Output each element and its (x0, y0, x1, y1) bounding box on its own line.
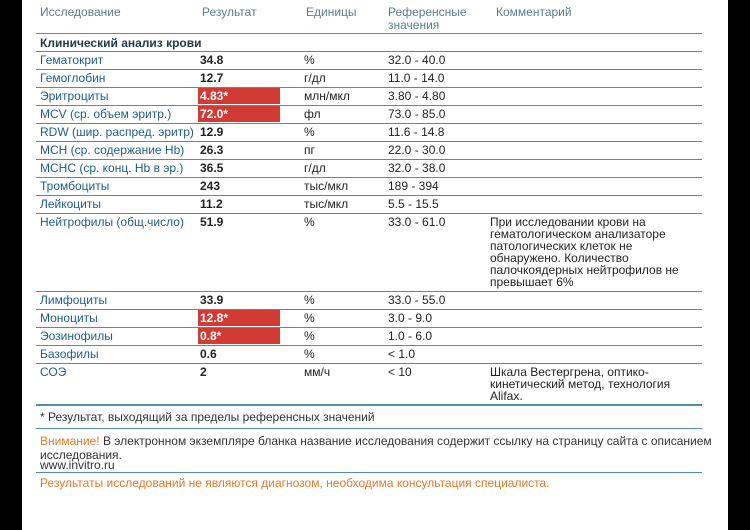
test-name[interactable]: Эозинофилы (40, 329, 113, 343)
result-value: 12.7 (200, 71, 224, 85)
warning-text: В электронном экземпляре бланка название исследования содержит ссылку на страницу сайта с описанием исследования. (40, 434, 712, 462)
test-name[interactable]: Лимфоциты (40, 293, 108, 307)
header-reference-line1: Референсные (388, 5, 467, 19)
reference-range: 32.0 - 38.0 (388, 161, 446, 175)
lab-report-page (22, 0, 728, 530)
reference-range: 73.0 - 85.0 (388, 107, 446, 121)
reference-range: 11.0 - 14.0 (388, 71, 445, 85)
unit: % (304, 125, 315, 139)
reference-range: 11.6 - 14.8 (388, 125, 445, 139)
unit: тыс/мкл (304, 197, 349, 211)
unit: г/дл (304, 161, 326, 175)
result-value: 12.9 (200, 125, 224, 139)
result-value: 2 (200, 365, 207, 379)
unit: % (304, 329, 315, 343)
unit: г/дл (304, 71, 326, 85)
table-row (36, 292, 702, 310)
unit: млн/мкл (304, 89, 350, 103)
unit: % (304, 311, 315, 325)
table-row (36, 310, 702, 328)
comment: Шкала Вестергрена, оптико-кинетический метод, технология Alifax. (490, 365, 671, 403)
test-name[interactable]: Гематокрит (40, 53, 104, 67)
website-link[interactable]: www.invitro.ru (40, 458, 115, 472)
reference-range: 33.0 - 61.0 (388, 215, 446, 229)
result-value: 11.2 (200, 197, 223, 211)
disclaimer: Результаты исследований не являются диагнозом, необходима консультация специалиста. (40, 476, 550, 490)
reference-range: 5.5 - 15.5 (388, 197, 439, 211)
header-divider (36, 33, 702, 34)
result-value: 4.83* (198, 88, 280, 104)
unit: % (304, 53, 315, 67)
result-value: 36.5 (200, 161, 224, 175)
website-divider (36, 472, 702, 473)
result-value: 33.9 (200, 293, 224, 307)
table-bottom-divider (36, 405, 702, 406)
table-row (36, 70, 702, 88)
header-units: Единицы (306, 5, 357, 19)
header-reference-line2: значения (388, 18, 440, 32)
test-name[interactable]: Гемоглобин (40, 71, 106, 85)
footnote: * Результат, выходящий за пределы референсных значений (40, 410, 375, 424)
unit: мм/ч (304, 365, 331, 379)
table-row (36, 52, 702, 70)
unit: % (304, 347, 315, 361)
result-value: 0.8* (198, 328, 280, 344)
test-name[interactable]: MCHC (ср. конц. Hb в эр.) (40, 161, 184, 175)
test-name[interactable]: Базофилы (40, 347, 99, 361)
result-value: 0.6 (200, 347, 217, 361)
warning (40, 434, 720, 462)
result-value: 12.8* (198, 310, 280, 326)
unit: % (304, 293, 315, 307)
reference-range: 32.0 - 40.0 (388, 53, 446, 67)
table-row (36, 160, 702, 178)
test-name[interactable]: MCH (ср. содержание Hb) (40, 143, 185, 157)
test-name[interactable]: MCV (ср. объем эритр.) (40, 107, 172, 121)
table-row (36, 214, 702, 292)
reference-range: < 10 (388, 365, 412, 379)
header-result: Результат (202, 5, 257, 19)
unit: пг (304, 143, 315, 157)
warning-label: Внимание! (40, 434, 100, 448)
test-name[interactable]: Моноциты (40, 311, 98, 325)
test-name[interactable]: Эритроциты (40, 89, 109, 103)
table-row (36, 346, 702, 364)
section-title: Клинический анализ крови (40, 36, 202, 50)
test-name[interactable]: Лейкоциты (40, 197, 102, 211)
table-row (36, 364, 702, 405)
footnote-divider (36, 428, 702, 429)
result-value: 243 (200, 179, 221, 193)
table-row (36, 124, 702, 142)
header-reference (388, 6, 467, 32)
reference-range: 3.0 - 9.0 (388, 311, 433, 325)
unit: фл (304, 107, 321, 121)
table-row (36, 142, 702, 160)
result-value: 72.0* (198, 106, 280, 122)
table-row (36, 106, 702, 124)
result-value: 26.3 (200, 143, 224, 157)
reference-range: 1.0 - 6.0 (388, 329, 433, 343)
comment: При исследовании крови на гематологическом анализаторе патологических клеток не обнаружено. Количество палочкоядерных нейтрофилов не превышает 6% (490, 215, 679, 289)
test-name[interactable]: Нейтрофилы (общ.число) (40, 215, 184, 229)
table-row (36, 196, 702, 214)
reference-range: 3.80 - 4.80 (388, 89, 446, 103)
test-name[interactable]: RDW (шир. распред. эритр) (40, 125, 194, 139)
table-row (36, 328, 702, 346)
reference-range: 33.0 - 55.0 (388, 293, 446, 307)
reference-range: < 1.0 (388, 347, 416, 361)
test-name[interactable]: Тромбоциты (40, 179, 110, 193)
header-comment: Комментарий (496, 5, 572, 19)
unit: тыс/мкл (304, 179, 349, 193)
result-value: 34.8 (200, 53, 224, 67)
header-test: Исследование (40, 5, 121, 19)
table-row (36, 88, 702, 106)
table-row (36, 178, 702, 196)
test-name[interactable]: СОЭ (40, 365, 67, 379)
unit: % (304, 215, 315, 229)
reference-range: 22.0 - 30.0 (388, 143, 446, 157)
result-value: 51.9 (200, 215, 224, 229)
reference-range: 189 - 394 (388, 179, 439, 193)
